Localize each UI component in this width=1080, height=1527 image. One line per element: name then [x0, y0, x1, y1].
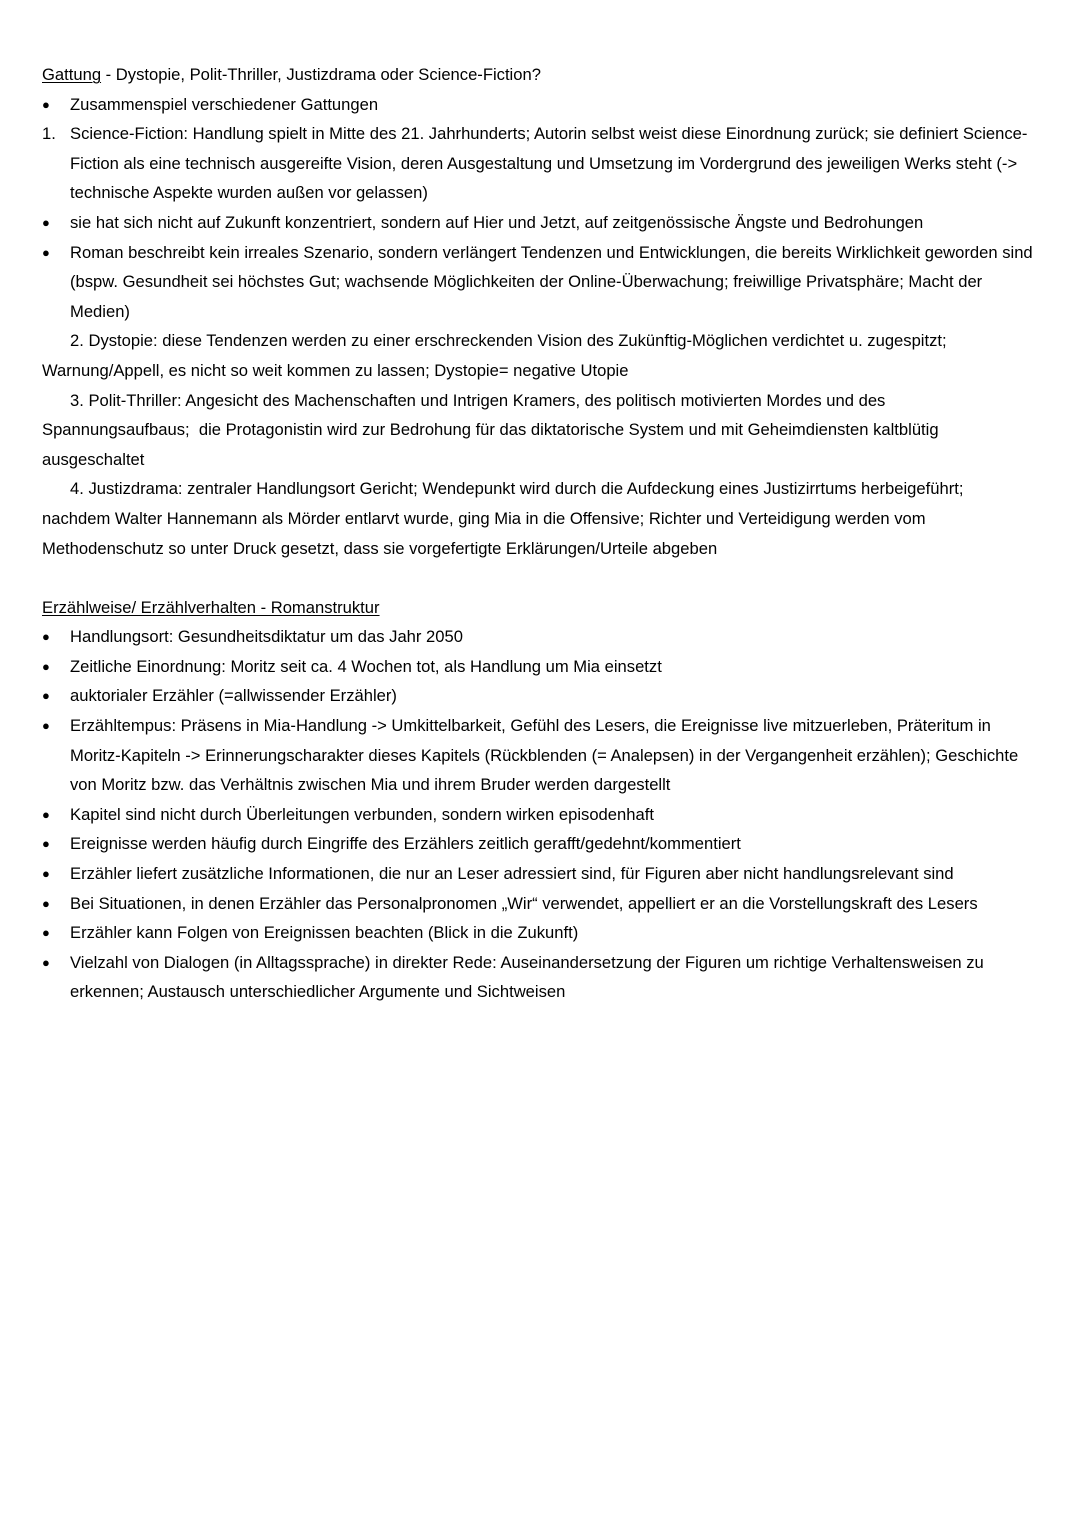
list-item-text: Ereignisse werden häufig durch Eingriffe des Erzählers zeitlich gerafft/gedehnt/kommentiert — [70, 834, 741, 854]
list-item-text: Polit-Thriller: Angesicht des Machenschaften und Intrigen Kramers, des politisch motivierten Mordes und des Spannungsaufbaus; die Protagonistin wird zur Bedrohung für das diktatorische System und mit Geheimdiensten kaltblütig ausgeschaltet — [42, 390, 944, 469]
list-item — [42, 918, 1035, 948]
list-number-marker: 4. — [70, 479, 84, 499]
list-item-text: Roman beschreibt kein irreales Szenario, sondern verlängert Tendenzen und Entwicklungen, die bereits Wirklichkeit geworden sind (bspw. Gesundheit sei höchstes Gut; wachsende Möglichkeiten der Online-Überwachung; freiwillige Privatsphäre; Macht der Medien) — [70, 242, 1038, 321]
list-item-text: Vielzahl von Dialogen (in Alltagssprache) in direkter Rede: Auseinandersetzung der Figuren um richtige Verhaltensweisen zu erkennen; Austausch unterschiedlicher Argumente und Sichtweisen — [70, 952, 989, 1002]
list-item — [42, 829, 1035, 859]
bullet-icon: ● — [42, 96, 50, 112]
list-item — [42, 948, 1035, 1007]
section-list-gattung — [42, 90, 1038, 564]
list-item-text: Erzähler kann Folgen von Ereignissen beachten (Blick in die Zukunft) — [70, 923, 579, 943]
list-item — [42, 326, 1035, 385]
list-number-marker: 2. — [70, 331, 84, 351]
list-item — [42, 386, 1035, 475]
list-number-marker: 1. — [42, 124, 56, 144]
bullet-icon: ● — [42, 629, 50, 645]
bullet-icon: ● — [42, 866, 50, 882]
list-number-marker: 3. — [70, 390, 84, 410]
list-item — [42, 474, 1035, 563]
list-item — [42, 889, 1035, 919]
list-item — [42, 119, 1035, 208]
list-item-text: Erzähltempus: Präsens in Mia-Handlung -> Umkittelbarkeit, Gefühl des Lesers, die Ereignisse live mitzuerleben, Präteritum in Moritz-Kapiteln -> Erinnerungscharakter dieses Kapitels (Rückblenden (= Analepsen) in der Vergangenheit erzählen); Geschichte von Moritz bzw. das Verhältnis zwischen Mia und ihrem Bruder werden dargestellt — [70, 716, 1023, 795]
document-body — [42, 60, 1038, 1007]
list-item-text: Justizdrama: zentraler Handlungsort Gericht; Wendepunkt wird durch die Aufdeckung eines Justizirrtums herbeigeführt; nachdem Walter Hannemann als Mörder entlarvt wurde, ging Mia in die Offensive; Richter und Verteidigung werden vom Methodenschutz so unter Druck gesetzt, dass sie vorgefertigte Erklärungen/Urteile abgeben — [42, 479, 969, 558]
section-heading-gattung — [42, 60, 1035, 90]
heading-underlined-part: Erzählweise/ Erzählverhalten - Romanstruktur — [42, 597, 380, 617]
heading-plain-part: - Dystopie, Polit-Thriller, Justizdrama oder Science-Fiction? — [101, 65, 541, 84]
list-item-text: Science-Fiction: Handlung spielt in Mitte des 21. Jahrhunderts; Autorin selbst weist diese Einordnung zurück; sie definiert Science-Fiction als eine technisch ausgereifte Vision, deren Ausgestaltung und Umsetzung im Vordergrund des jeweiligen Werks steht (-> technische Aspekte wurden außen vor gelassen) — [70, 124, 1028, 203]
bullet-icon: ● — [42, 688, 50, 704]
list-item-text: Zusammenspiel verschiedener Gattungen — [70, 94, 379, 114]
list-item-text: Handlungsort: Gesundheitsdiktatur um das Jahr 2050 — [70, 627, 463, 647]
list-item-text: Erzähler liefert zusätzliche Informationen, die nur an Leser adressiert sind, für Figuren aber nicht handlungsrelevant sind — [70, 864, 954, 884]
bullet-icon: ● — [42, 836, 50, 852]
section-heading-erzaehlweise — [42, 593, 1035, 623]
bullet-icon: ● — [42, 658, 50, 674]
list-item — [42, 622, 1035, 652]
list-item — [42, 711, 1035, 800]
list-item — [42, 238, 1038, 327]
list-item-text: sie hat sich nicht auf Zukunft konzentriert, sondern auf Hier und Jetzt, auf zeitgenössische Ängste und Bedrohungen — [70, 212, 924, 232]
list-item — [42, 208, 1035, 238]
bullet-icon: ● — [42, 806, 50, 822]
list-item-text: Bei Situationen, in denen Erzähler das Personalpronomen „Wir“ verwendet, appelliert er an die Vorstellungskraft des Lesers — [70, 893, 978, 913]
bullet-icon: ● — [42, 718, 50, 734]
list-item — [42, 652, 1035, 682]
bullet-icon: ● — [42, 925, 50, 941]
list-item-text: Dystopie: diese Tendenzen werden zu einer erschreckenden Vision des Zukünftig-Möglichen verdichtet u. zugespitzt; Warnung/Appell, es nicht so weit kommen zu lassen; Dystopie= negative Utopie — [42, 331, 952, 380]
bullet-icon: ● — [42, 244, 50, 260]
bullet-icon: ● — [42, 895, 50, 911]
list-item — [42, 681, 1035, 711]
list-item — [42, 859, 1035, 889]
list-item-text: Kapitel sind nicht durch Überleitungen verbunden, sondern wirken episodenhaft — [70, 804, 654, 824]
section-list-erzaehlweise — [42, 622, 1035, 1007]
bullet-icon: ● — [42, 954, 50, 970]
bullet-icon: ● — [42, 214, 50, 230]
section-spacer — [42, 563, 1035, 593]
list-item — [42, 800, 1035, 830]
heading-underlined-part: Gattung — [42, 65, 102, 84]
list-item-text: Zeitliche Einordnung: Moritz seit ca. 4 Wochen tot, als Handlung um Mia einsetzt — [70, 656, 662, 676]
list-item — [42, 90, 1035, 120]
list-item-text: auktorialer Erzähler (=allwissender Erzähler) — [70, 686, 397, 706]
